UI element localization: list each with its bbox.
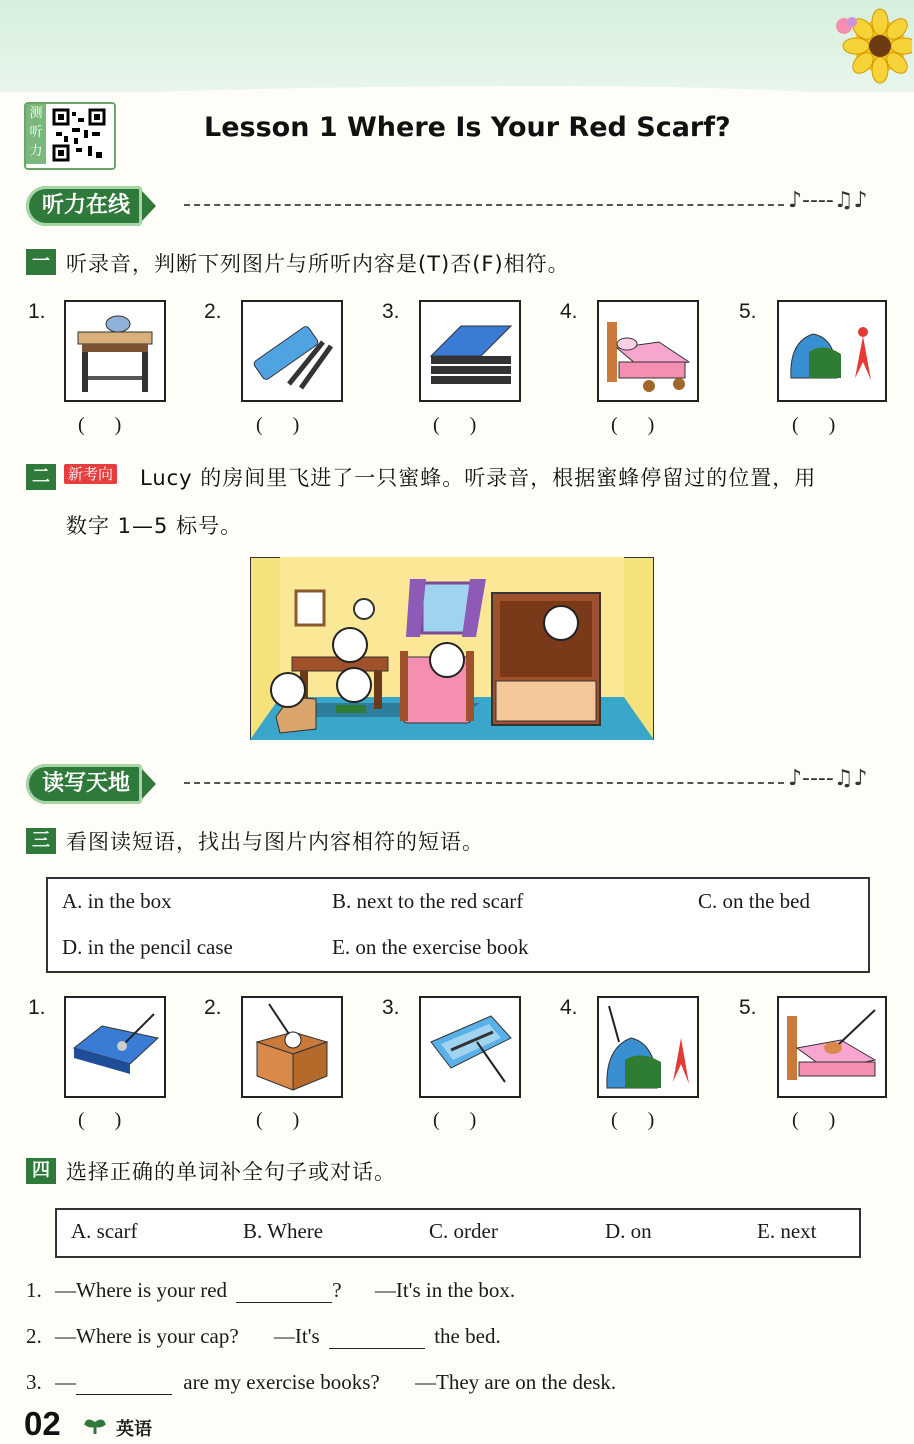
q1-picture-desk	[64, 300, 166, 402]
q1-answer-3[interactable]: ( )	[433, 414, 477, 436]
q2-instruction-line2: 数字 1—5 标号。	[66, 514, 243, 538]
section-listening-tag	[26, 186, 142, 226]
section-divider	[184, 204, 784, 206]
q4-s3-answer: —They are on the desk.	[415, 1370, 617, 1394]
q3-answer-4[interactable]: ( )	[611, 1109, 655, 1131]
q1-answer-1[interactable]: ( )	[78, 414, 122, 436]
section-reading-tag	[26, 764, 142, 804]
q3-option-c: C. on the bed	[698, 889, 810, 913]
q4-s3-number: 3.	[26, 1370, 42, 1394]
q4-s1-number: 1.	[26, 1278, 42, 1302]
section-listening-label: 听力在线	[42, 193, 131, 218]
q1-item-2-number: 2.	[204, 300, 222, 323]
q3-item-3-number: 3.	[382, 996, 400, 1019]
q3-item-2-number: 2.	[204, 996, 222, 1019]
q3-answer-5[interactable]: ( )	[792, 1109, 836, 1131]
q1-instruction: 听录音，判断下列图片与所听内容是(T)否(F)相符。	[66, 252, 570, 276]
q3-option-a: A. in the box	[62, 889, 172, 913]
q4-instruction: 选择正确的单词补全句子或对话。	[66, 1160, 396, 1184]
q4-s1-answer: —It's in the box.	[374, 1278, 516, 1302]
q3-item-1-number: 1.	[28, 996, 46, 1019]
section-reading-label: 读写天地	[42, 771, 131, 796]
q1-item-5-number: 5.	[739, 300, 757, 323]
q3-answer-1[interactable]: ( )	[78, 1109, 122, 1131]
q3-answer-3[interactable]: ( )	[433, 1109, 477, 1131]
q4-s3-blank[interactable]	[76, 1372, 172, 1395]
q4-number: 四	[26, 1158, 56, 1184]
q4-option-b: B. Where	[243, 1219, 324, 1243]
q3-option-b: B. next to the red scarf	[332, 889, 524, 913]
q1-item-3-number: 3.	[382, 300, 400, 323]
q1-picture-bed	[597, 300, 699, 402]
q3-picture-bed	[777, 996, 887, 1098]
qr-label: 测听力	[26, 104, 46, 164]
q4-option-a: A. scarf	[71, 1219, 138, 1243]
sprout-icon	[84, 1414, 106, 1436]
q3-picture-pencil-case	[419, 996, 521, 1098]
q4-sentence-1	[26, 1278, 515, 1303]
q1-picture-books	[419, 300, 521, 402]
q3-answer-2[interactable]: ( )	[256, 1109, 300, 1131]
q3-picture-bag-scarf	[597, 996, 699, 1098]
q4-s3-dash: —	[55, 1370, 76, 1394]
q3-item-4-number: 4.	[560, 996, 578, 1019]
q4-s1-question: —Where is your red	[55, 1278, 228, 1302]
q4-s3-question: are my exercise books?	[183, 1370, 380, 1394]
q4-s2-blank[interactable]	[329, 1326, 425, 1349]
lesson-title: Lesson 1 Where Is Your Red Scarf?	[204, 112, 731, 143]
q4-s2-answer-start: —It's	[273, 1324, 320, 1348]
q2-number: 二	[26, 464, 56, 490]
q4-s1-question-mark: ?	[332, 1278, 342, 1302]
q4-option-c: C. order	[429, 1219, 498, 1243]
flower-decoration	[828, 8, 912, 88]
q4-option-d: D. on	[605, 1219, 652, 1243]
q4-option-e: E. next	[757, 1219, 817, 1243]
q3-option-e: E. on the exercise book	[332, 935, 529, 959]
subject-label: 英语	[116, 1419, 152, 1440]
q2-instruction-line1: Lucy 的房间里飞进了一只蜜蜂。听录音，根据蜜蜂停留过的位置，用	[140, 466, 817, 490]
top-band	[0, 0, 914, 92]
section-divider	[184, 782, 784, 784]
q3-picture-box	[241, 996, 343, 1098]
q1-picture-pencils	[241, 300, 343, 402]
q4-s2-number: 2.	[26, 1324, 42, 1348]
q4-s2-answer-end: the bed.	[434, 1324, 501, 1348]
q4-s1-blank[interactable]	[236, 1280, 332, 1303]
q4-sentence-2	[26, 1324, 501, 1349]
q1-answer-2[interactable]: ( )	[256, 414, 300, 436]
q3-instruction: 看图读短语，找出与图片内容相符的短语。	[66, 830, 484, 854]
q3-picture-exercise-book	[64, 996, 166, 1098]
q2-room-illustration	[250, 557, 654, 740]
q4-sentence-3	[26, 1370, 616, 1395]
q1-number: 一	[26, 249, 56, 275]
q3-item-5-number: 5.	[739, 996, 757, 1019]
q1-item-1-number: 1.	[28, 300, 46, 323]
qr-code-icon[interactable]	[52, 108, 106, 162]
music-notes-icon: ♪----♫♪	[788, 766, 868, 791]
music-notes-icon: ♪----♫♪	[788, 188, 868, 213]
q3-number: 三	[26, 828, 56, 854]
q3-option-d: D. in the pencil case	[62, 935, 233, 959]
q1-item-4-number: 4.	[560, 300, 578, 323]
q1-answer-4[interactable]: ( )	[611, 414, 655, 436]
q1-picture-bag-scarf	[777, 300, 887, 402]
page-number: 02	[24, 1405, 61, 1442]
q1-answer-5[interactable]: ( )	[792, 414, 836, 436]
q2-new-tag: 新考向	[64, 463, 117, 484]
q4-s2-question: —Where is your cap?	[55, 1324, 239, 1348]
